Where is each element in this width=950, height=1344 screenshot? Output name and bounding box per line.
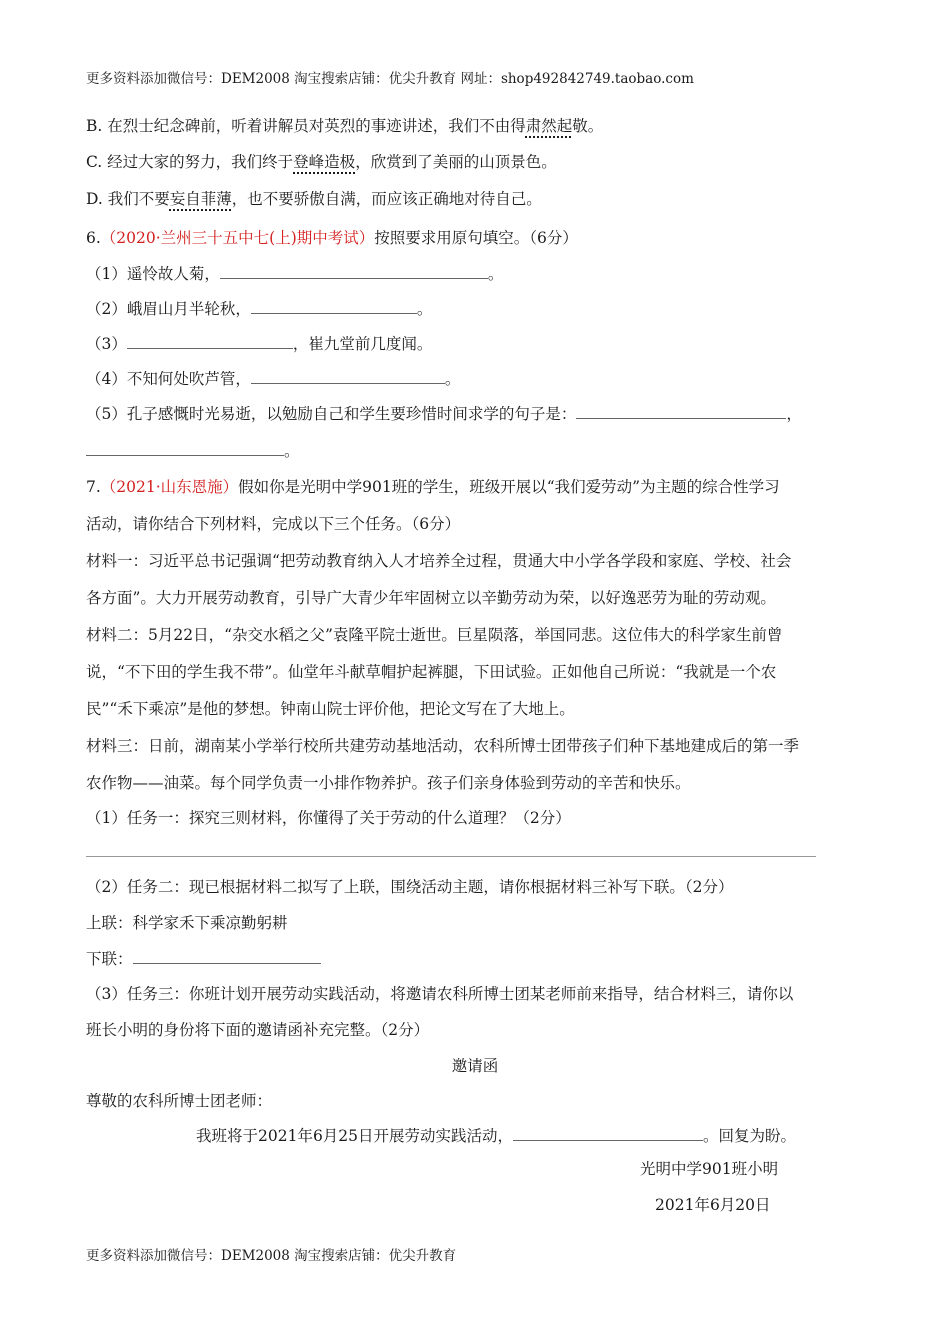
task-2: （2）任务二：现已根据材料二拟写了上联，围绕活动主题，请你根据材料三补写下联。（2分） [86,878,734,896]
answer-blank[interactable] [576,404,786,419]
option-c-text: C. 经过大家的努力，我们终于 [86,153,294,171]
question-7-heading [86,476,864,498]
material-1-line-1: 材料一：习近平总书记强调“把劳动教育纳入人才培养全过程，贯通大中小学各学段和家庭、学校、社会 [86,552,792,570]
question-7-line-2: 活动，请你结合下列材料，完成以下三个任务。（6分） [86,515,461,533]
page-header: 更多资料添加微信号：DEM2008 淘宝搜索店铺：优尖升教育 网址：shop492842749.taobao.com [86,71,694,87]
letter-salutation: 尊敬的农科所博士团老师： [86,1092,273,1110]
letter-title: 邀请函 [451,1057,499,1075]
option-b [86,115,864,137]
letter-date: 2021年6月20日 [655,1196,771,1214]
answer-blank[interactable] [86,441,284,456]
letter-body-end: 。回复为盼。 [703,1127,797,1145]
page-footer: 更多资料添加微信号：DEM2008 淘宝搜索店铺：优尖升教育 [86,1248,457,1264]
q6-item-4 [86,368,864,390]
q6-item-1-end: 。 [487,265,504,283]
option-c-end: ，欣赏到了美丽的山顶景色。 [355,153,557,171]
question-number: 6. [86,229,101,247]
material-3-line-2: 农作物——油菜。每个同学负责一小排作物养护。孩子们亲身体验到劳动的辛苦和快乐。 [86,774,691,792]
question-number: 7. [86,478,101,496]
material-2-line-3: 民”“禾下乘凉”是他的梦想。钟南山院士评价他，把论文写在了大地上。 [86,700,575,718]
option-c [86,151,864,173]
letter-signature: 光明中学901班小明 [640,1160,779,1178]
option-b-text: B. 在烈士纪念碑前，听着讲解员对英烈的事迹讲述，我们不由得 [86,117,526,135]
q6-item-5-end: 。 [284,442,300,460]
answer-blank[interactable] [220,264,488,279]
letter-body-text: 我班将于2021年6月25日开展劳动实践活动， [196,1127,514,1145]
q6-item-5 [86,403,864,425]
task-3-line-2: 班长小明的身份将下面的邀请函补充完整。（2分） [86,1021,430,1039]
option-d-text: D. 我们不要 [86,190,170,208]
q6-item-4-end: 。 [444,370,461,388]
material-1-line-2: 各方面”。大力开展劳动教育，引导广大青少年牢固树立以辛勤劳动为荣，以好逸恶劳为耻的劳动观。 [86,589,776,607]
answer-blank[interactable] [251,369,445,384]
q6-item-3 [86,333,864,355]
question-source: （2020·兰州三十五中七(上)期中考试） [100,229,375,247]
q6-item-4-text: （4）不知何处吹芦管， [86,370,251,388]
option-b-end: 敬。 [572,117,604,135]
answer-blank[interactable] [127,334,293,349]
answer-blank[interactable] [133,949,321,964]
answer-blank[interactable] [251,299,417,314]
material-2-line-2: 说，“不下田的学生我不带”。仙堂年斗献草帽护起裤腿，下田试验。正如他自己所说：“我就是一个农 [86,663,777,681]
material-3-line-1: 材料三：日前，湖南某小学举行校所共建劳动基地活动，农科所博士团带孩子们种下基地建成后的第一季 [86,737,800,755]
q6-item-1-text: （1）遥怜故人菊， [86,265,220,283]
option-c-dotted: 登峰造极 [293,153,356,171]
lower-couplet-label: 下联： [86,950,133,968]
q6-item-2-end: 。 [416,300,433,318]
question-prompt: 假如你是光明中学901班的学生，班级开展以“我们爱劳动”为主题的综合性学习 [238,478,780,496]
option-d-end: ，也不要骄傲自满，而应该正确地对待自己。 [231,190,542,208]
q6-item-2-text: （2）峨眉山月半轮秋， [86,300,251,318]
q6-item-3-end: ，崔九堂前几度闻。 [292,335,433,353]
lower-couplet [86,948,864,970]
option-b-dotted: 肃然起 [525,117,573,135]
option-d-dotted: 妄自菲薄 [169,190,232,208]
question-prompt: 按照要求用原句填空。（6分） [374,229,578,247]
q6-item-3-text: （3） [86,335,127,353]
task-3-line-1: （3）任务三：你班计划开展劳动实践活动，将邀请农科所博士团某老师前来指导，结合材料三，请你以 [86,985,794,1003]
q6-item-5-cont [86,440,864,462]
material-2-line-1: 材料二：5月22日，“杂交水稻之父”袁隆平院士逝世。巨星陨落，举国同悲。这位伟大的科学家生前曾 [86,626,783,644]
letter-body [196,1125,864,1147]
q6-item-5-comma: ， [786,405,802,423]
answer-line[interactable] [86,856,816,857]
q6-item-5-text: （5）孔子感慨时光易逝，以勉励自己和学生要珍惜时间求学的句子是： [86,405,577,423]
q6-item-2 [86,298,864,320]
task-1: （1）任务一：探究三则材料，你懂得了关于劳动的什么道理？（2分） [86,809,571,827]
question-6-heading [86,227,864,249]
answer-blank[interactable] [513,1126,703,1141]
q6-item-1 [86,263,864,285]
option-d [86,188,864,210]
upper-couplet: 上联：科学家禾下乘凉勤躬耕 [86,914,288,932]
question-source: （2021·山东恩施） [100,478,239,496]
